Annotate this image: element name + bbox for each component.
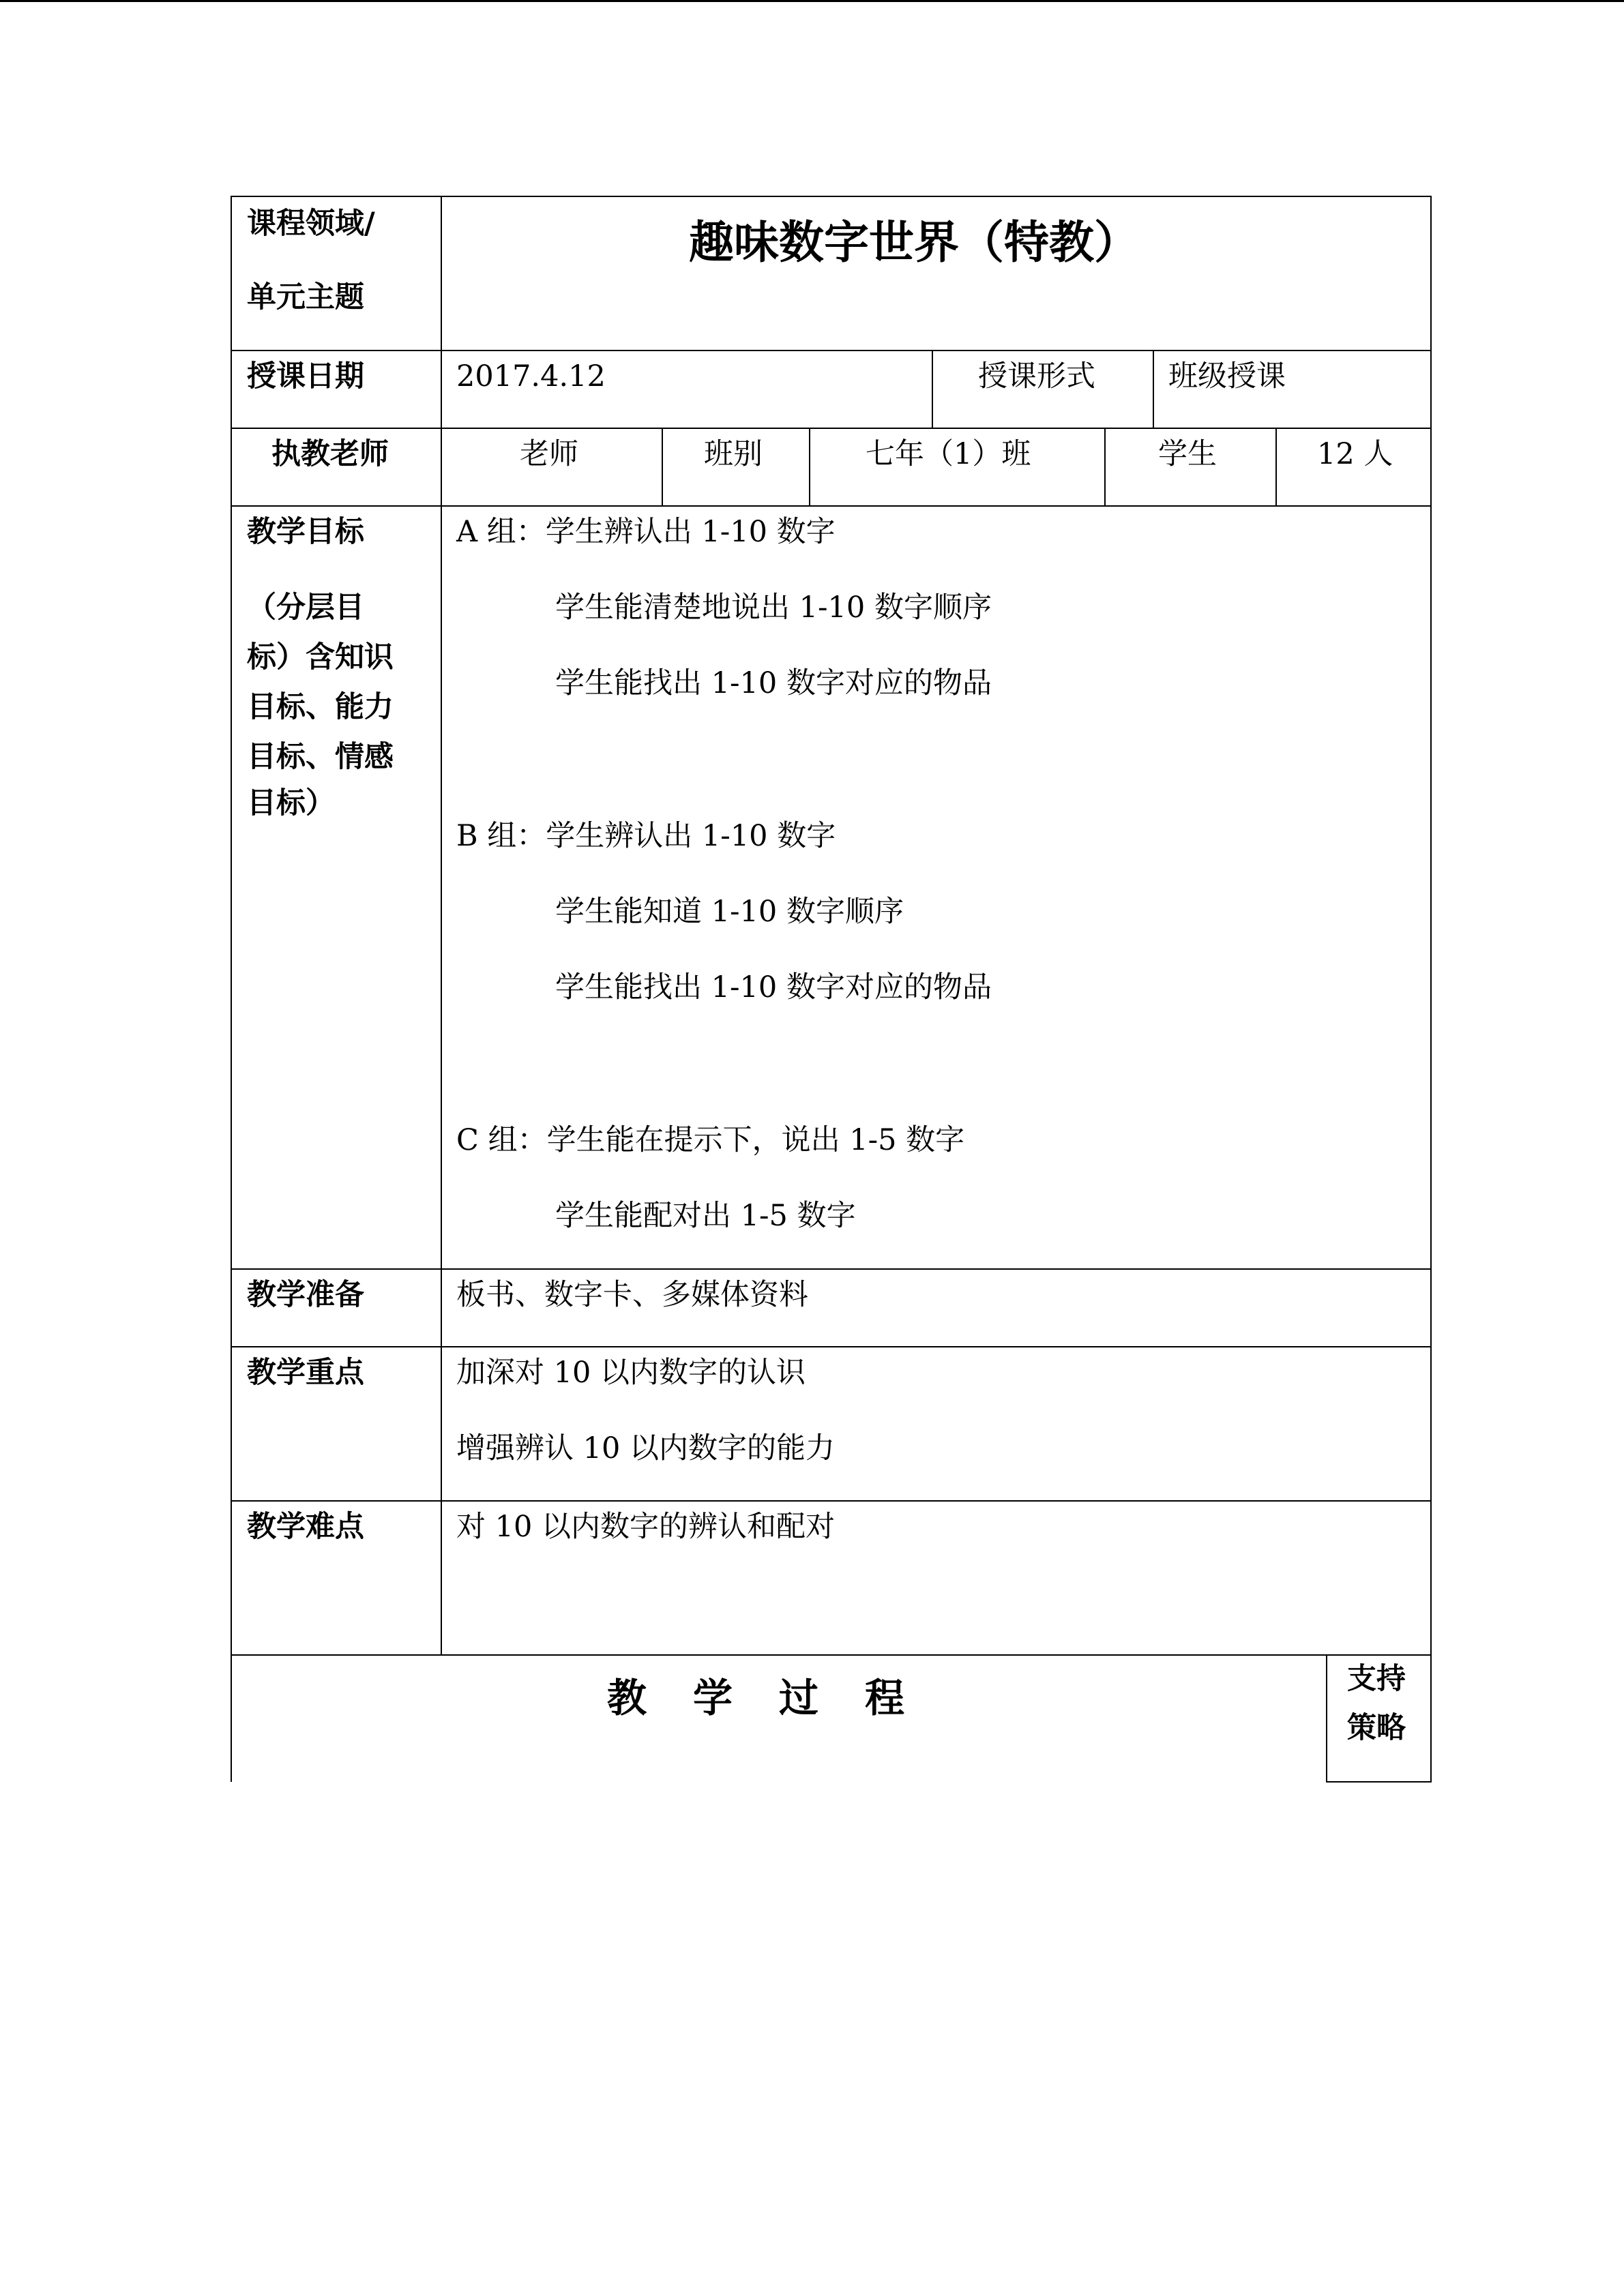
table-rule — [231, 196, 1432, 197]
key-point-line: 增强辨认 10 以内数字的能力 — [456, 1431, 836, 1465]
class-label: 班别 — [704, 437, 763, 471]
objective-b-line: B 组：学生辨认出 1-10 数字 — [456, 819, 836, 853]
process-title: 教学过程 — [607, 1675, 951, 1721]
table-rule — [662, 428, 663, 507]
unit-theme-label: 单元主题 — [247, 280, 364, 314]
objectives-label: 目标） — [247, 786, 335, 820]
key-points-label: 教学重点 — [247, 1356, 364, 1390]
difficulties-value: 对 10 以内数字的辨认和配对 — [456, 1510, 836, 1544]
table-rule — [809, 428, 810, 507]
objective-a-line: 学生能找出 1-10 数字对应的物品 — [555, 666, 992, 700]
support-strategy-label: 策略 — [1347, 1711, 1406, 1745]
table-rule — [231, 428, 1432, 429]
date-value: 2017.4.12 — [456, 359, 606, 393]
key-point-line: 加深对 10 以内数字的认识 — [456, 1356, 806, 1390]
objective-a-line: A 组：学生辨认出 1-10 数字 — [456, 515, 836, 549]
form-value: 班级授课 — [1168, 359, 1286, 393]
table-rule — [441, 196, 442, 1656]
page-title: 趣味数字世界（特教） — [689, 215, 1139, 269]
table-rule — [231, 1654, 1432, 1656]
objectives-label: 标）含知识 — [247, 640, 394, 674]
support-strategy-label: 支持 — [1347, 1662, 1406, 1696]
table-rule — [1326, 1781, 1432, 1783]
table-rule — [1104, 428, 1106, 507]
page-top-border — [0, 0, 1624, 2]
teacher-value: 老师 — [520, 437, 578, 471]
students-value: 12 人 — [1317, 437, 1393, 471]
table-rule — [231, 350, 1432, 351]
date-label: 授课日期 — [247, 359, 364, 393]
table-rule — [1326, 1654, 1327, 1783]
teacher-label: 执教老师 — [271, 437, 389, 471]
table-rule — [231, 196, 232, 1782]
objectives-label: 目标、情感 — [247, 740, 394, 774]
table-rule — [231, 1346, 1432, 1347]
table-rule — [1275, 428, 1277, 507]
class-value: 七年（1）班 — [866, 437, 1031, 471]
table-rule — [1153, 350, 1154, 429]
preparation-value: 板书、数字卡、多媒体资料 — [456, 1278, 808, 1312]
objective-a-line: 学生能清楚地说出 1-10 数字顺序 — [555, 591, 992, 625]
table-rule — [1430, 196, 1432, 1783]
objective-b-line: 学生能找出 1-10 数字对应的物品 — [555, 970, 992, 1004]
objectives-label: 教学目标 — [247, 515, 364, 549]
objective-c-line: C 组：学生能在提示下，说出 1-5 数字 — [456, 1123, 965, 1157]
objectives-label: （分层目 — [247, 591, 364, 625]
table-rule — [231, 1268, 1432, 1270]
form-label: 授课形式 — [978, 359, 1095, 393]
objectives-label: 目标、能力 — [247, 690, 394, 724]
table-rule — [231, 505, 1432, 507]
objective-b-line: 学生能知道 1-10 数字顺序 — [555, 895, 904, 929]
table-rule — [932, 350, 933, 429]
course-area-label: 课程领域/ — [247, 207, 375, 241]
objective-c-line: 学生能配对出 1-5 数字 — [555, 1199, 856, 1233]
preparation-label: 教学准备 — [247, 1278, 364, 1312]
students-label: 学生 — [1158, 437, 1217, 471]
table-rule — [231, 1500, 1432, 1502]
difficulties-label: 教学难点 — [247, 1510, 364, 1544]
